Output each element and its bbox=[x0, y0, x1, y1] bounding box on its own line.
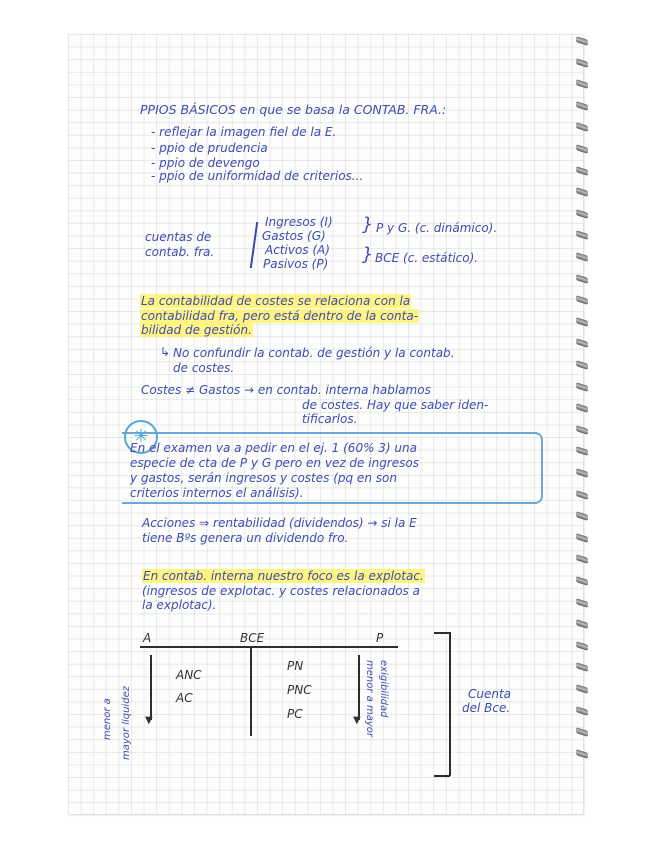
spiral-ring bbox=[576, 101, 588, 111]
spiral-ring bbox=[576, 468, 588, 478]
balance-center-rule bbox=[250, 646, 252, 736]
text-line: Acciones ⇒ rentabilidad (dividendos) → si la E bbox=[142, 516, 417, 530]
account-item: Activos (A) bbox=[265, 243, 330, 257]
balance-top-rule bbox=[140, 646, 398, 648]
spiral-ring bbox=[576, 360, 588, 370]
axis-label: exigibilidad bbox=[378, 660, 389, 718]
account-item: Ingresos (I) bbox=[265, 215, 333, 229]
spiral-ring bbox=[576, 230, 588, 240]
paragraph-line: contabilidad fra, pero está dentro de la conta- bbox=[141, 309, 419, 323]
spiral-ring bbox=[576, 533, 588, 543]
exam-note-line: En el examen va a pedir en el ej. 1 (60% 3) una bbox=[130, 441, 417, 455]
spiral-ring bbox=[576, 425, 588, 435]
spiral-ring bbox=[576, 122, 588, 132]
text-line: tificarlos. bbox=[302, 412, 358, 426]
bullet-item: - ppio de uniformidad de criterios... bbox=[151, 169, 364, 183]
axis-label: mayor liquidez bbox=[121, 686, 132, 760]
spiral-ring bbox=[576, 662, 588, 672]
paragraph-line: La contabilidad de costes se relaciona con la bbox=[141, 294, 411, 308]
spiral-ring bbox=[576, 511, 588, 521]
spiral-ring bbox=[576, 554, 588, 564]
balance-side-label: Cuenta bbox=[468, 687, 512, 701]
spiral-ring bbox=[576, 36, 588, 46]
exam-note-line: especie de cta de P y G pero en vez de ingresos bbox=[130, 456, 419, 470]
spiral-ring bbox=[576, 274, 588, 284]
bullet-item: - ppio de devengo bbox=[151, 156, 260, 170]
spiral-ring bbox=[576, 58, 588, 68]
spiral-ring bbox=[576, 209, 588, 219]
balance-header-p: P bbox=[376, 631, 384, 645]
liability-item: PC bbox=[287, 707, 303, 721]
brace: } bbox=[362, 244, 374, 265]
balance-bracket bbox=[449, 632, 451, 776]
text-line: Costes ≠ Gastos → en contab. interna hablamos bbox=[141, 383, 431, 397]
spiral-ring bbox=[576, 490, 588, 500]
balance-header-bce: BCE bbox=[240, 631, 265, 645]
spiral-ring bbox=[576, 144, 588, 154]
note-line: de costes. bbox=[173, 361, 235, 375]
spiral-ring bbox=[576, 727, 588, 737]
spiral-ring bbox=[576, 684, 588, 694]
bullet-item: - reflejar la imagen fiel de la E. bbox=[151, 125, 337, 139]
spiral-ring bbox=[576, 79, 588, 89]
brace: } bbox=[362, 214, 374, 235]
asset-item: AC bbox=[176, 691, 193, 705]
spiral-binding bbox=[576, 38, 590, 778]
spiral-ring bbox=[576, 166, 588, 176]
text-line: de costes. Hay que saber iden- bbox=[302, 398, 489, 412]
spiral-ring bbox=[576, 641, 588, 651]
spiral-ring bbox=[576, 252, 588, 262]
axis-label: menor a mayor bbox=[364, 660, 375, 737]
exigibility-arrow bbox=[358, 655, 360, 720]
balance-header-a: A bbox=[143, 631, 152, 645]
spiral-ring bbox=[576, 446, 588, 456]
liquidity-arrow bbox=[150, 655, 152, 720]
balance-bracket bbox=[434, 632, 450, 634]
bullet-item: - ppio de prudencia bbox=[151, 141, 268, 155]
spiral-ring bbox=[576, 576, 588, 586]
arrow-head-icon: ▼ bbox=[353, 715, 361, 726]
balance-side-label: del Bce. bbox=[462, 701, 511, 715]
paragraph-line: bilidad de gestión. bbox=[141, 323, 252, 337]
exam-note-line: y gastos, serán ingresos y costes (pq en son bbox=[130, 471, 397, 485]
note-line: No confundir la contab. de gestión y la contab. bbox=[173, 346, 455, 360]
liability-item: PN bbox=[287, 659, 304, 673]
account-item: Gastos (G) bbox=[262, 229, 326, 243]
accounts-label: contab. fra. bbox=[145, 245, 215, 259]
text-line: tiene Bºs genera un dividendo fro. bbox=[142, 531, 349, 545]
spiral-ring bbox=[576, 317, 588, 327]
spiral-ring bbox=[576, 598, 588, 608]
account-group: BCE (c. estático). bbox=[375, 251, 479, 265]
asset-item: ANC bbox=[176, 668, 202, 682]
spiral-ring bbox=[576, 619, 588, 629]
axis-label: menor a bbox=[102, 698, 113, 740]
spiral-ring bbox=[576, 749, 588, 759]
arrow-icon: ↳ bbox=[160, 345, 171, 359]
page-heading: PPIOS BÁSICOS en que se basa la CONTAB. FRA.: bbox=[140, 102, 447, 117]
text-line: la explotac). bbox=[142, 598, 217, 612]
spiral-ring bbox=[576, 295, 588, 305]
spiral-ring bbox=[576, 382, 588, 392]
spiral-ring bbox=[576, 338, 588, 348]
balance-bracket bbox=[434, 775, 450, 777]
text-line: (ingresos de explotac. y costes relacionados a bbox=[142, 584, 420, 598]
account-item: Pasivos (P) bbox=[263, 257, 329, 271]
exam-note-line: criterios internos el análisis). bbox=[130, 486, 304, 500]
liability-item: PNC bbox=[287, 683, 312, 697]
text-line: En contab. interna nuestro foco es la explotac. bbox=[143, 569, 424, 583]
spiral-ring bbox=[576, 403, 588, 413]
spiral-ring bbox=[576, 706, 588, 716]
spiral-ring bbox=[576, 187, 588, 197]
account-group: P y G. (c. dinámico). bbox=[376, 221, 498, 235]
arrow-head-icon: ▼ bbox=[145, 715, 153, 726]
accounts-label: cuentas de bbox=[145, 230, 212, 244]
star-icon: ✳ bbox=[124, 420, 158, 454]
